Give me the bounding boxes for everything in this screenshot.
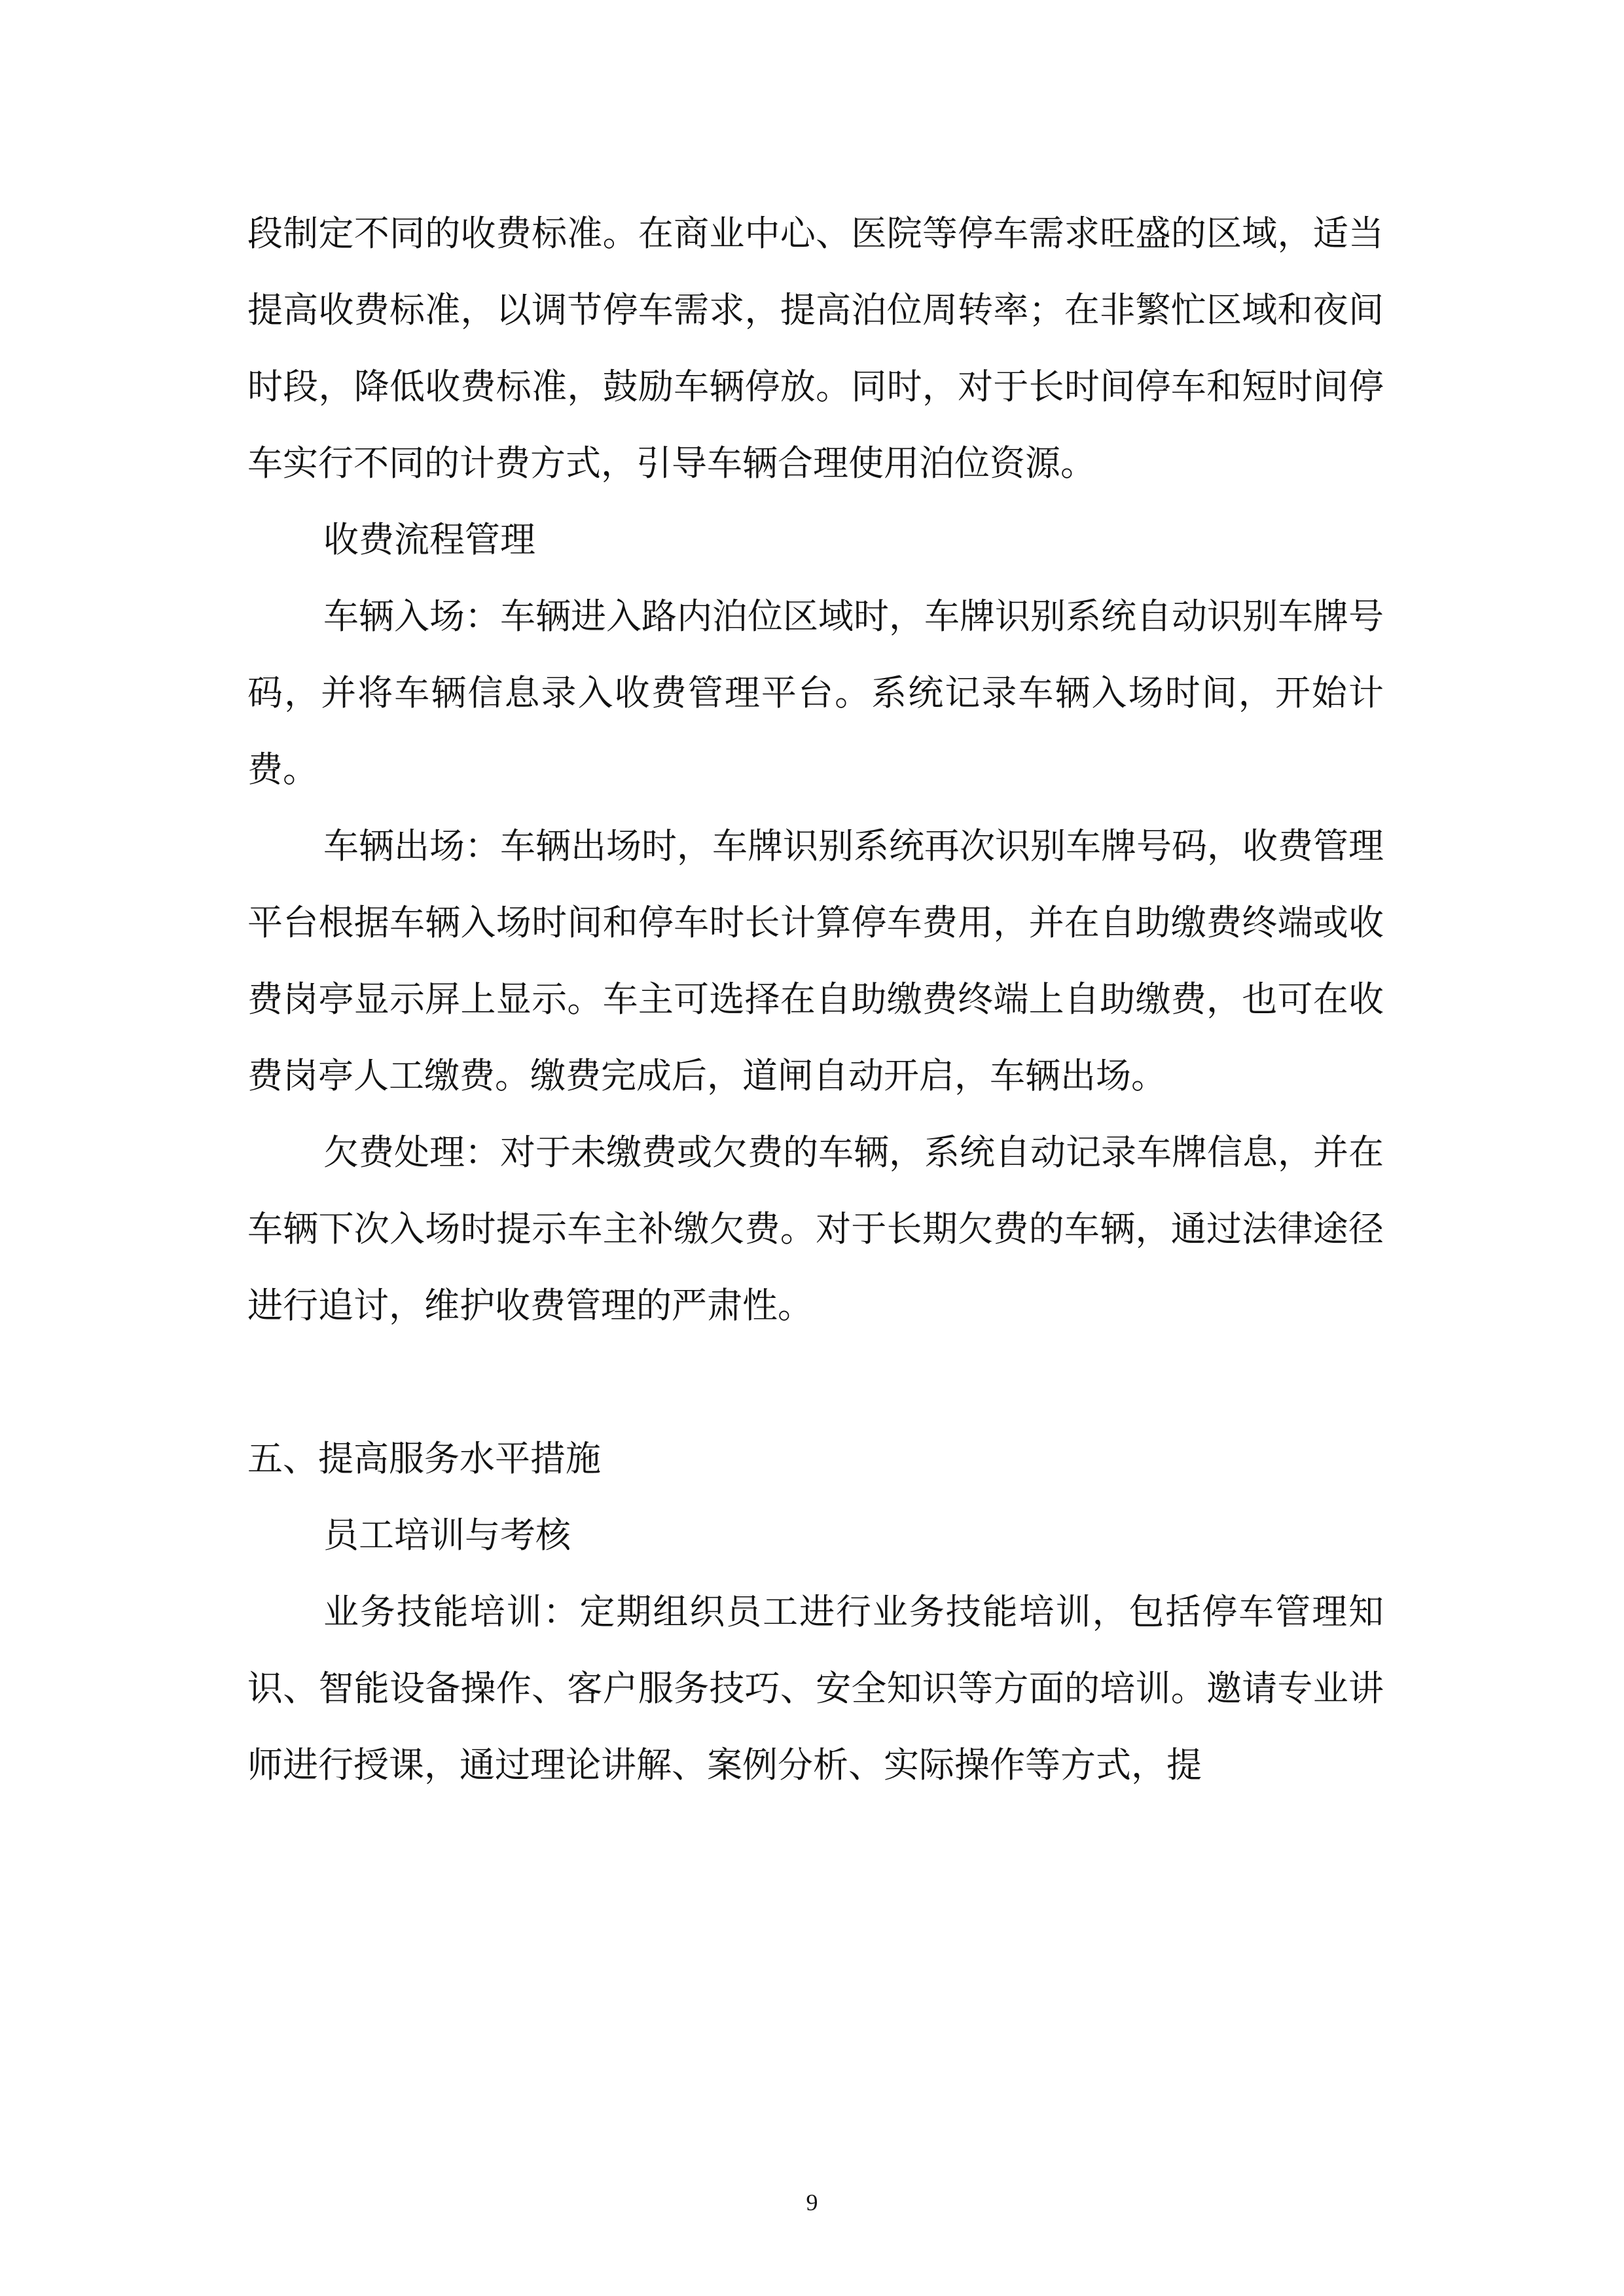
section-heading-service-improvement: 五、提高服务水平措施 [247,1438,601,1479]
paragraph-skills-training: 业务技能培训：定期组织员工进行业务技能培训，包括停车管理知识、智能设备操作、客户服务技巧、安全知识等方面的培训。邀请专业讲师进行授课，通过理论讲解、案例分析、实际操作等方式，提 [247,1591,1384,1785]
paragraph-vehicle-entry: 车辆入场：车辆进入路内泊位区域时，车牌识别系统自动识别车牌号码，并将车辆信息录入收费管理平台。系统记录车辆入场时间，开始计费。 [247,596,1384,790]
page-number: 9 [806,2189,818,2215]
paragraph-vehicle-exit: 车辆出场：车辆出场时，车牌识别系统再次识别车牌号码，收费管理平台根据车辆入场时间和停车时长计算停车费用，并在自助缴费终端或收费岗亭显示屏上显示。车主可选择在自助缴费终端上自助缴费，也可在收费岗亭人工缴费。缴费完成后，道闸自动开启，车辆出场。 [247,825,1384,1096]
subheading-staff-training-assessment: 员工培训与考核 [323,1515,571,1556]
subheading-fee-process-management: 收费流程管理 [323,519,535,560]
paragraph-fee-standards-continued: 段制定不同的收费标准。在商业中心、医院等停车需求旺盛的区域，适当提高收费标准，以调节停车需求，提高泊位周转率；在非繁忙区域和夜间时段，降低收费标准，鼓励车辆停放。同时，对于长时间停车和短时间停车实行不同的计费方式，引导车辆合理使用泊位资源。 [247,213,1384,484]
document-body [247,195,1384,1803]
paragraph-arrears-handling: 欠费处理：对于未缴费或欠费的车辆，系统自动记录车牌信息，并在车辆下次入场时提示车主补缴欠费。对于长期欠费的车辆，通过法律途径进行追讨，维护收费管理的严肃性。 [247,1132,1384,1326]
